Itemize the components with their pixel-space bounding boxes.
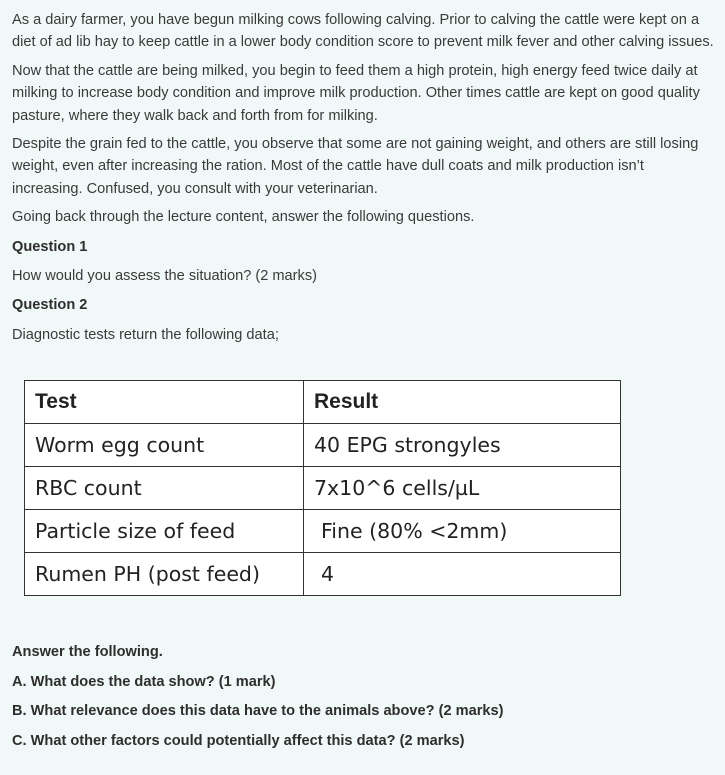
table-cell-result: 4 [304,553,621,596]
table-header-result: Result [304,381,621,424]
table-cell-result: 7x10^6 cells/µL [304,467,621,510]
intro-paragraph-2: Now that the cattle are being milked, you begin to feed them a high protein, high energy feed twice daily at milking to increase body condition and improve milk production. Other times cattle are kept on good quality pasture, where they walk back and forth from for milking. [12,62,700,124]
question-1-heading: Question 1 [12,238,88,255]
table-row [25,424,621,467]
table-row [25,553,621,596]
answer-prompt-a: A. What does the data show? (1 mark) [12,673,276,690]
question-1-text: How would you assess the situation? (2 marks) [12,268,317,285]
table-cell-test: Particle size of feed [25,510,304,553]
table-cell-test: RBC count [25,467,304,510]
question-content [12,9,714,346]
table-header-row [25,381,621,424]
intro-paragraph-4: Going back through the lecture content, answer the following questions. [12,209,475,226]
intro-paragraph-1: As a dairy farmer, you have begun milking cows following calving. Prior to calving the cattle were kept on a diet of ad lib hay to keep cattle in a lower body condition score to prevent milk fever and other calving issues. [12,12,714,51]
question-2-text: Diagnostic tests return the following data; [12,326,279,343]
answer-prompts [12,641,504,759]
table-row [25,467,621,510]
table-row [25,510,621,553]
question-2-heading: Question 2 [12,297,88,314]
intro-paragraph-3: Despite the grain fed to the cattle, you observe that some are not gaining weight, and others are still losing weight, even after increasing the ration. Most of the cattle have dull coats and milk production isn’t increasing. Confused, you consult with your veterinarian. [12,136,699,197]
table-cell-result: Fine (80% <2mm) [304,510,621,553]
table-cell-test: Worm egg count [25,424,304,467]
table-cell-test: Rumen PH (post feed) [25,553,304,596]
table-cell-result: 40 EPG strongyles [304,424,621,467]
answer-prompt-b: B. What relevance does this data have to the animals above? (2 marks) [12,703,504,719]
table-header-test: Test [25,381,304,424]
answer-prompt-c: C. What other factors could potentially affect this data? (2 marks) [12,732,465,749]
answer-intro: Answer the following. [12,644,163,660]
diagnostic-table [24,380,621,596]
